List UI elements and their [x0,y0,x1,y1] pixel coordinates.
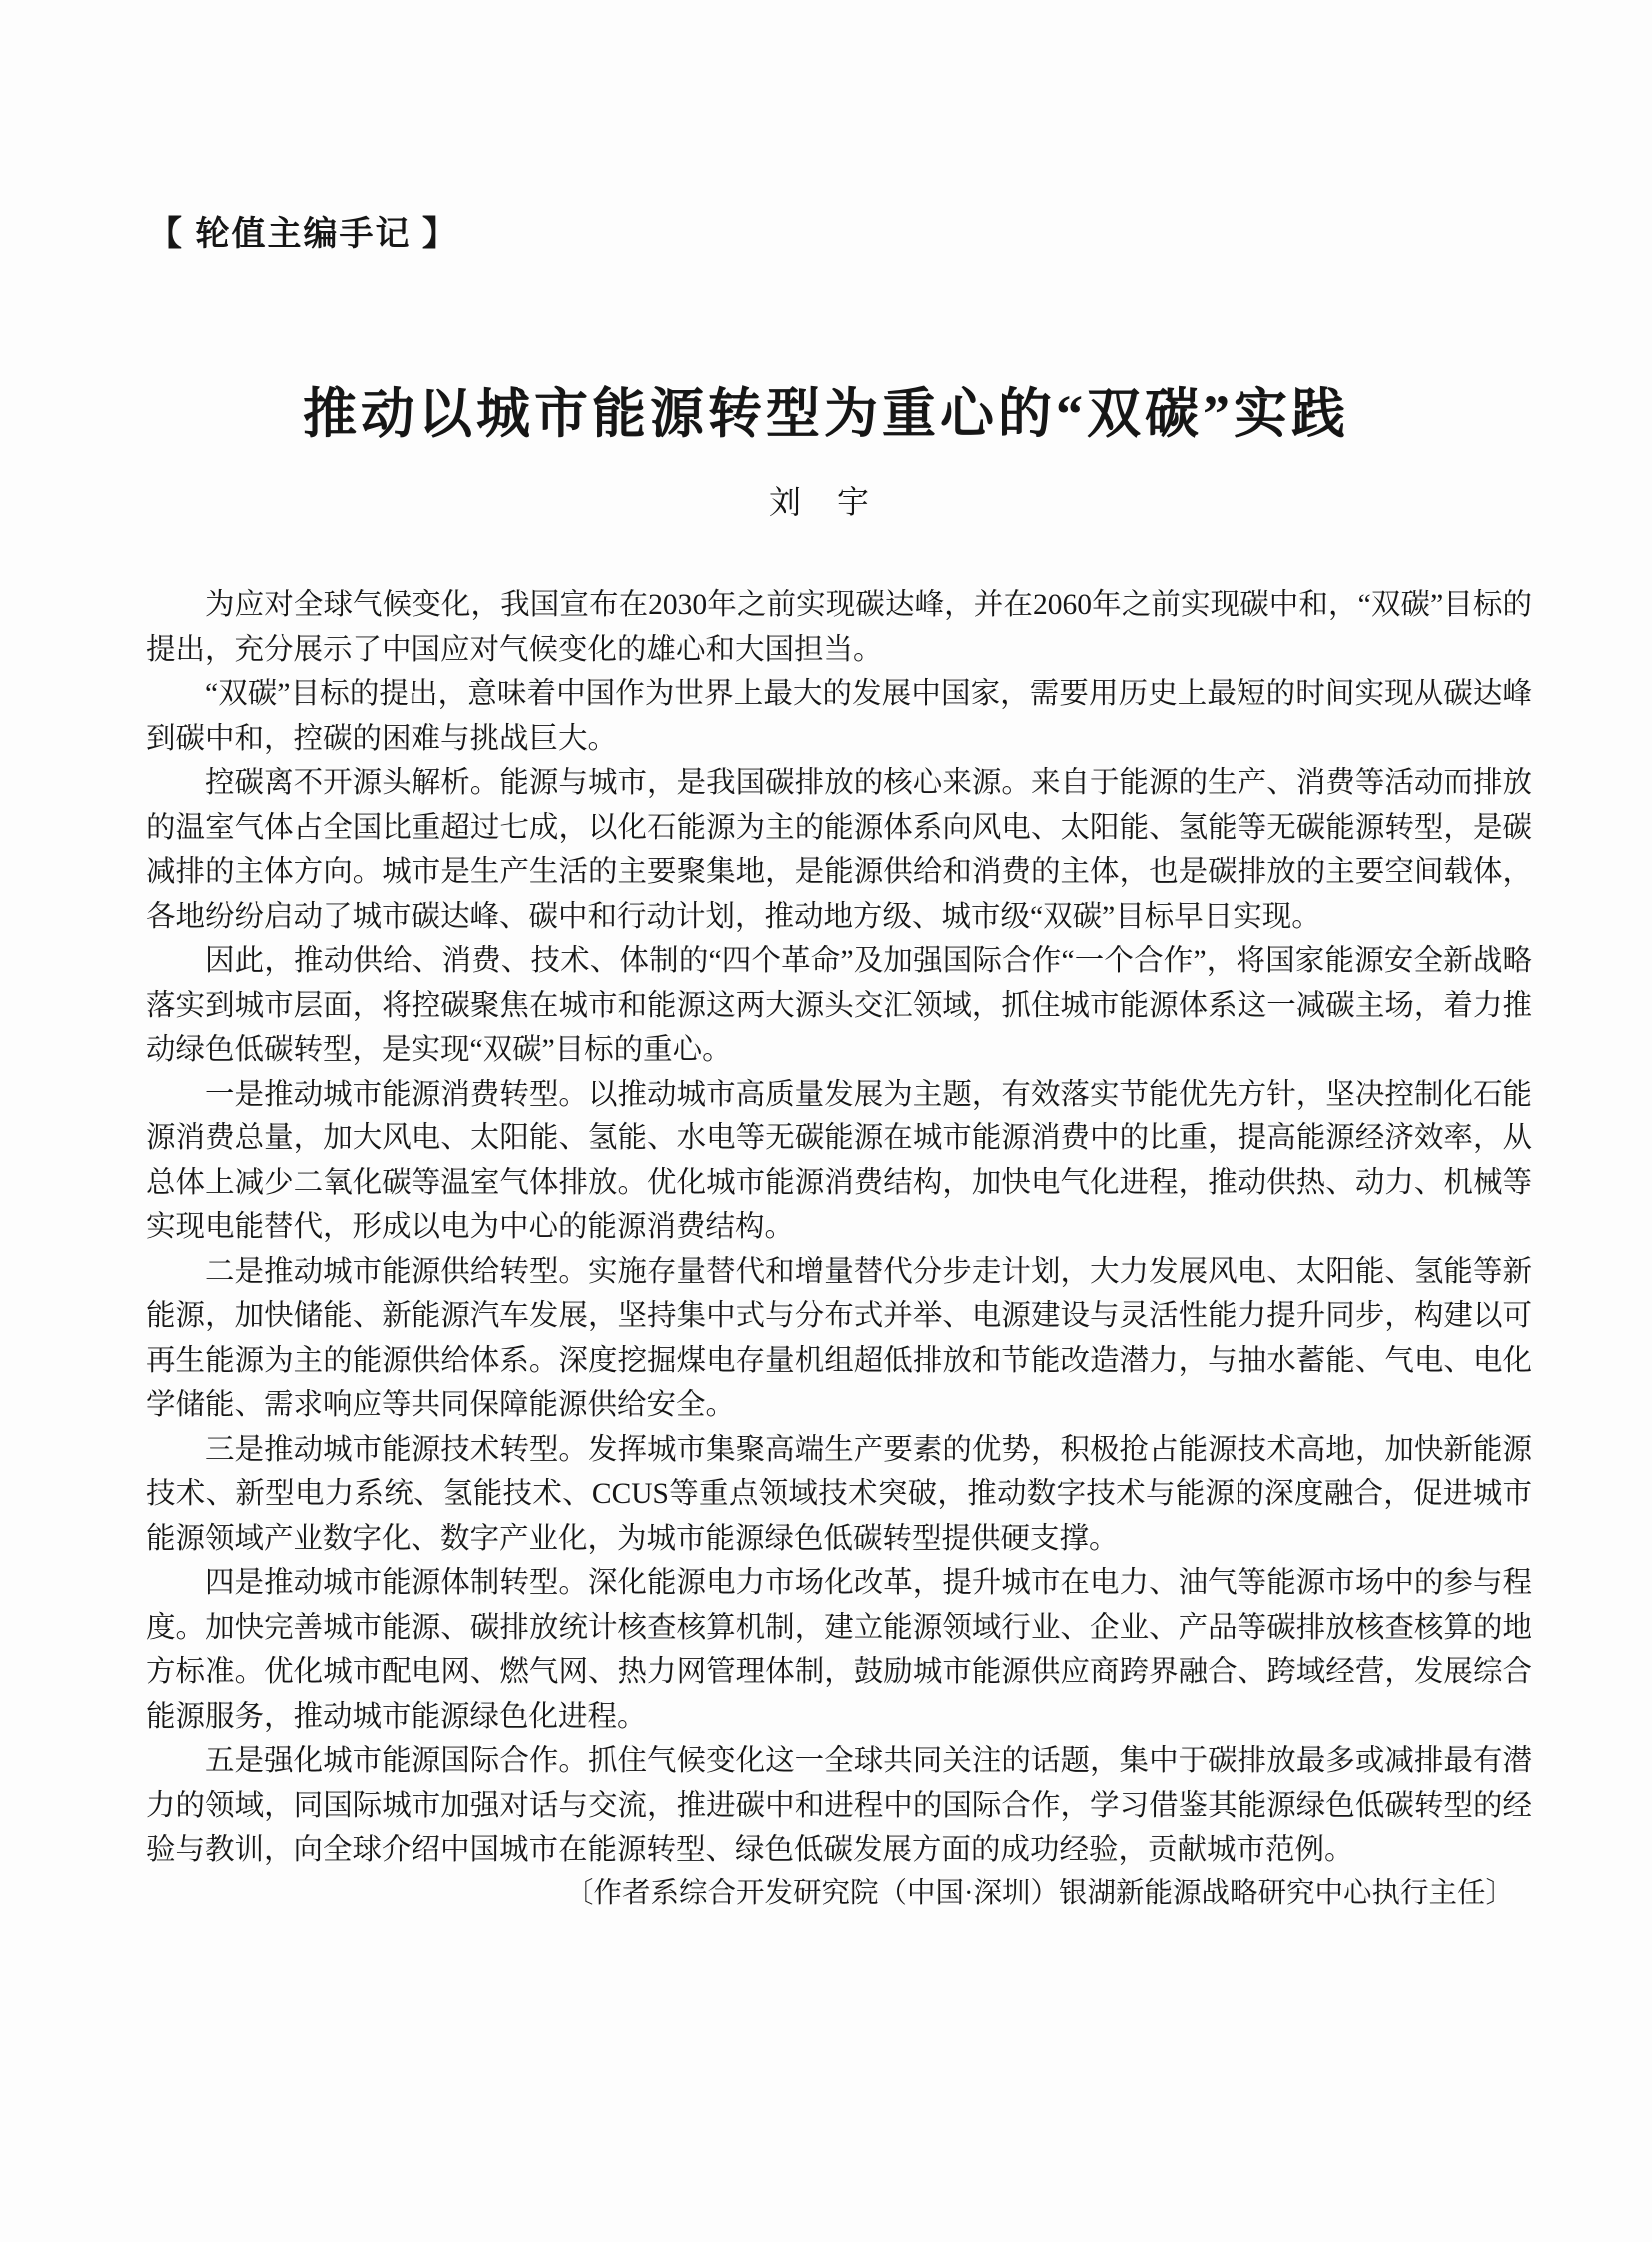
paragraph: “双碳”目标的提出，意味着中国作为世界上最大的发展中国家，需要用历史上最短的时间实现从碳达峰到碳中和，控碳的困难与挑战巨大。 [146,678,1532,755]
paragraph: 二是推动城市能源供给转型。实施存量替代和增量替代分步走计划，大力发展风电、太阳能、氢能等新能源，加快储能、新能源汽车发展，坚持集中式与分布式并举、电源建设与灵活性能力提升同步，构建以可再生能源为主的能源供给体系。深度挖掘煤电存量机组超低排放和节能改造潜力，与抽水蓄能、气电、电化学储能、需求响应等共同保障能源供给安全。 [146,1255,1532,1421]
article-author: 刘 宇 [768,484,883,520]
paragraph: 一是推动城市能源消费转型。以推动城市高质量发展为主题，有效落实节能优先方针，坚决控制化石能源消费总量，加大风电、太阳能、氢能、水电等无碳能源在城市能源消费中的比重，提高能源经济效率，从总体上减少二氧化碳等温室气体排放。优化城市能源消费结构，加快电气化进程，推动供热、动力、机械等实现电能替代，形成以电为中心的能源消费结构。 [146,1078,1532,1243]
paragraph: 五是强化城市能源国际合作。抓住气候变化这一全球共同关注的话题，集中于碳排放最多或减排最有潜力的领域，同国际城市加强对话与交流，推进碳中和进程中的国际合作，学习借鉴其能源绿色低碳转型的经验与教训，向全球介绍中国城市在能源转型、绿色低碳发展方面的成功经验，贡献城市范例。 [146,1745,1532,1866]
article-body [146,583,1532,1916]
paragraph: 三是推动城市能源技术转型。发挥城市集聚高端生产要素的优势，积极抢占能源技术高地，加快新能源技术、新型电力系统、氢能技术、CCUS等重点领域技术突破，推动数字技术与能源的深度融合，促进城市能源领域产业数字化、数字产业化，为城市能源绿色低碳转型提供硬支撑。 [146,1433,1532,1555]
paragraph: 四是推动城市能源体制转型。深化能源电力市场化改革，提升城市在电力、油气等能源市场中的参与程度。加快完善城市能源、碳排放统计核查核算机制，建立能源领域行业、企业、产品等碳排放核查核算的地方标准。优化城市配电网、燃气网、热力网管理体制，鼓励城市能源供应商跨界融合、跨域经营，发展综合能源服务，推动城市能源绿色化进程。 [146,1567,1532,1733]
article-title: 推动以城市能源转型为重心的“双碳”实践 [303,384,1349,445]
paragraph: 因此，推动供给、消费、技术、体制的“四个革命”及加强国际合作“一个合作”，将国家能源安全新战略落实到城市层面，将控碳聚焦在城市和能源这两大源头交汇领域，抓住城市能源体系这一减碳主场，着力推动绿色低碳转型，是实现“双碳”目标的重心。 [146,945,1532,1066]
column-label: 【 轮值主编手记 】 [148,215,458,253]
author-affiliation-note: 〔作者系综合开发研究院（中国·深圳）银湖新能源战略研究中心执行主任〕 [565,1877,1514,1909]
paragraph: 控碳离不开源头解析。能源与城市，是我国碳排放的核心来源。来自于能源的生产、消费等活动而排放的温室气体占全国比重超过七成，以化石能源为主的能源体系向风电、太阳能、氢能等无碳能源转型，是碳减排的主体方向。城市是生产生活的主要聚集地，是能源供给和消费的主体，也是碳排放的主要空间载体，各地纷纷启动了城市碳达峰、碳中和行动计划，推动地方级、城市级“双碳”目标早日实现。 [146,767,1532,933]
paragraph: 为应对全球气候变化，我国宣布在2030年之前实现碳达峰，并在2060年之前实现碳中和，“双碳”目标的提出，充分展示了中国应对气候变化的雄心和大国担当。 [146,589,1532,666]
